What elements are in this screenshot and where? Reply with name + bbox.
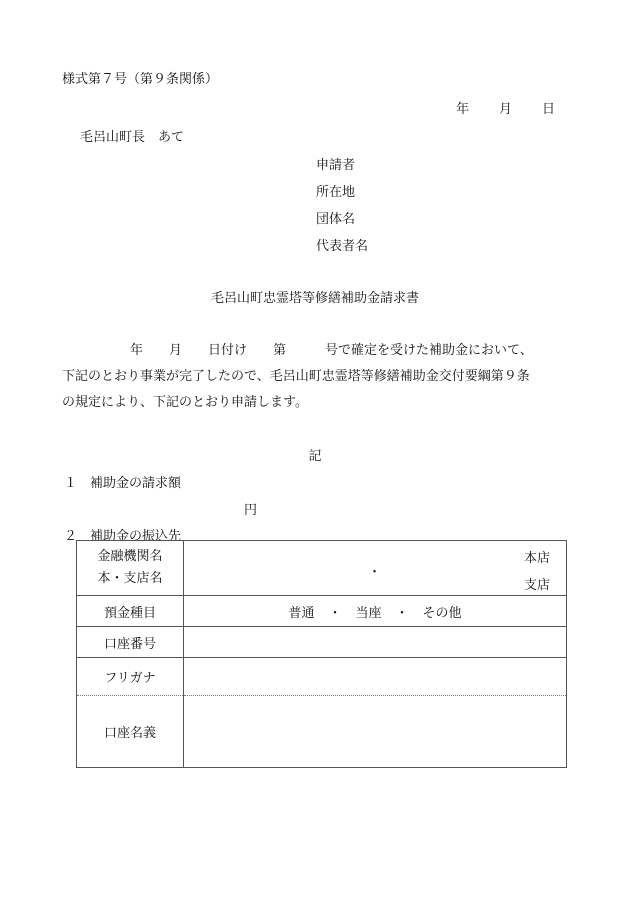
date-month: 月 (499, 102, 513, 117)
account-name-field[interactable] (184, 696, 567, 768)
body-line-1: 年 月 日付け 第 号で確定を受けた補助金において、 (130, 343, 533, 358)
account-type-label: 預金種目 (77, 596, 184, 627)
date-day: 日 (542, 102, 556, 117)
furigana-label: フリガナ (77, 658, 184, 696)
bank-transfer-table (76, 540, 567, 768)
form-number: 様式第７号（第９条関係） (62, 72, 219, 87)
account-type-separator: ・ (395, 605, 409, 621)
body-paragraph (62, 338, 582, 416)
applicant-representative-label: 代表者名 (316, 239, 369, 254)
body-line-2: 下記のとおり事業が完了したので、毛呂山町忠霊塔等修繕補助金交付要綱第９条 (62, 369, 530, 384)
account-type-current[interactable]: 当座 (355, 605, 382, 621)
account-number-label: 口座番号 (77, 627, 184, 658)
table-row (77, 658, 567, 696)
account-type-other[interactable]: その他 (422, 605, 462, 621)
section-2-title: ２ 補助金の振込先 (64, 529, 182, 544)
ki-heading: 記 (308, 449, 322, 464)
furigana-field[interactable] (184, 658, 567, 696)
account-type-separator: ・ (328, 605, 342, 621)
account-name-label: 口座名義 (77, 696, 184, 768)
table-row (77, 627, 567, 658)
date-line (456, 98, 555, 117)
table-row (77, 596, 567, 627)
bank-name-label-cell (77, 541, 184, 596)
account-number-field[interactable] (184, 627, 567, 658)
table-row (77, 696, 567, 768)
applicant-label: 申請者 (316, 158, 356, 173)
body-line-3: の規定により、下記のとおり申請します。 (62, 395, 308, 410)
applicant-block (316, 152, 368, 260)
account-type-options[interactable] (184, 596, 567, 627)
branch-name-label: 本・支店名 (97, 571, 163, 586)
head-office-label: 本店 (523, 551, 550, 566)
branch-label: 支店 (523, 578, 550, 593)
document-title: 毛呂山町忠霊塔等修繕補助金請求書 (210, 291, 419, 306)
table-row (77, 541, 567, 596)
bank-separator: ・ (368, 565, 382, 580)
applicant-organization-label: 団体名 (316, 212, 356, 227)
section-1-title: １ 補助金の請求額 (64, 476, 182, 491)
account-type-ordinary[interactable]: 普通 (288, 605, 315, 621)
applicant-address-label: 所在地 (316, 185, 356, 200)
bank-name-input-cell[interactable] (184, 541, 567, 596)
bank-name-label: 金融機関名 (97, 549, 163, 564)
amount-unit: 円 (244, 503, 258, 518)
addressee: 毛呂山町長 あて (80, 130, 185, 145)
date-year: 年 (456, 102, 470, 117)
